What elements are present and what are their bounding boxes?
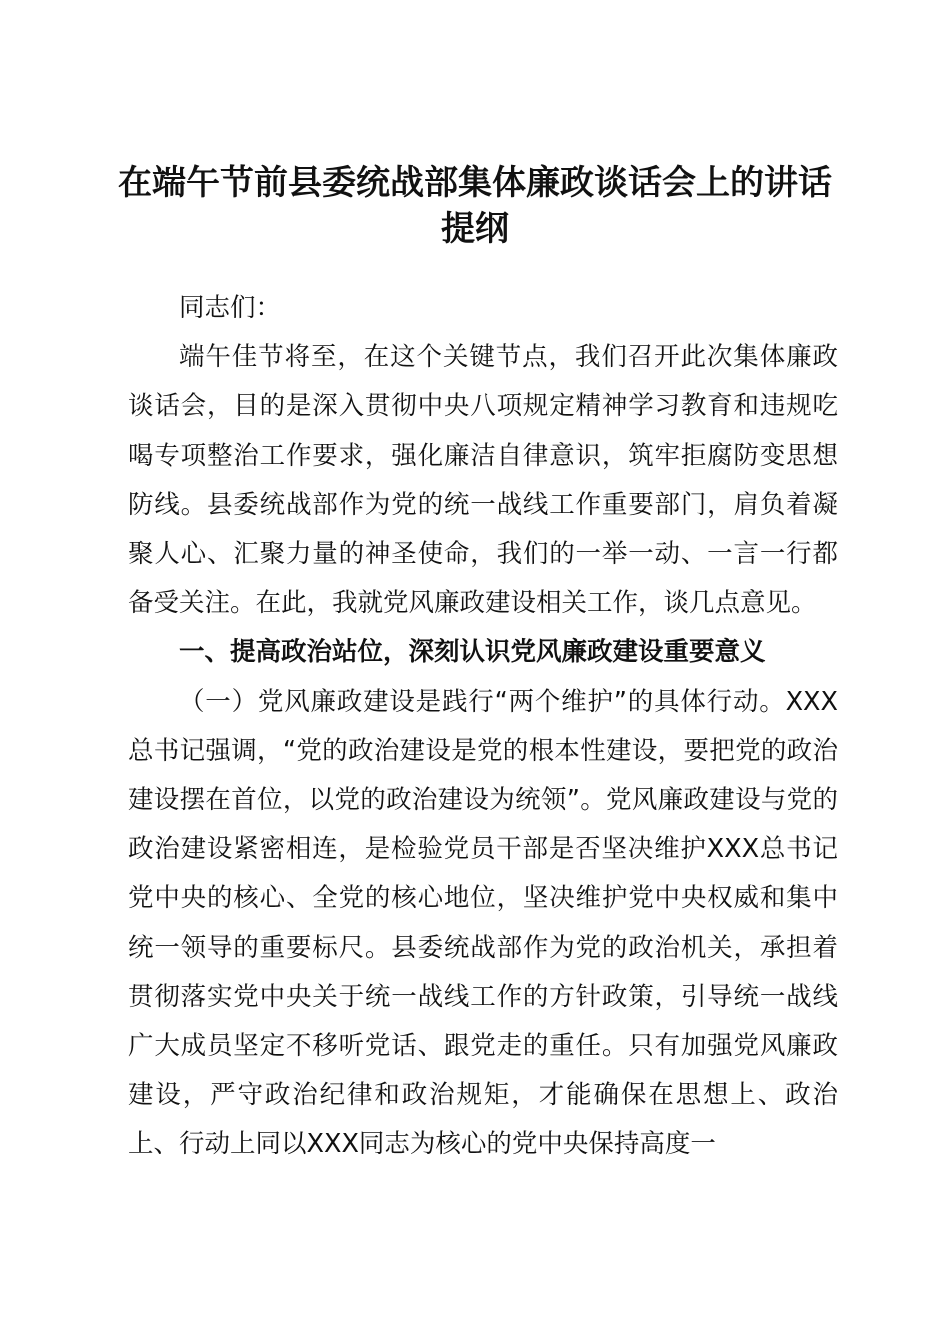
intro-paragraph: 端午佳节将至，在这个关键节点，我们召开此次集体廉政谈话会，目的是深入贯彻中央八项规定精神学习教育和违规吃喝专项整治工作要求，强化廉洁自律意识，筑牢拒腐防变思想防线。县委统战部作为党的统一战线工作重要部门，肩负着凝聚人心、汇聚力量的神圣使命，我们的一举一动、一言一行都备受关注。在此，我就党风廉政建设相关工作，谈几点意见。 — [128, 342, 838, 619]
salutation-paragraph: 同志们： — [179, 293, 282, 323]
subsection-paragraph: （一）党风廉政建设是践行“两个维护”的具体行动。XXX总书记强调，“党的政治建设是党的根本性建设，要把党的政治建设摆在首位，以党的政治建设为统领”。党风廉政建设与党的政治建设紧密相连，是检验党员干部是否坚决维护XXX总书记党中央的核心、全党的核心地位，坚决维护党中央权威和集中统一领导的重要标尺。县委统战部作为党的政治机关，承担着贯彻落实党中央关于统一战线工作的方针政策，引导统一战线广大成员坚定不移听党话、跟党走的重任。只有加强党风廉政建设，严守政治纪律和政治规矩，才能确保在思想上、政治上、行动上同以XXX同志为核心的党中央保持高度一 — [128, 686, 838, 1160]
document-body — [128, 284, 838, 1170]
document-title: 在端午节前县委统战部集体廉政谈话会上的讲话提纲 — [118, 163, 832, 249]
section-heading: 一、提高政治站位，深刻认识党风廉政建设重要意义 — [179, 637, 766, 668]
